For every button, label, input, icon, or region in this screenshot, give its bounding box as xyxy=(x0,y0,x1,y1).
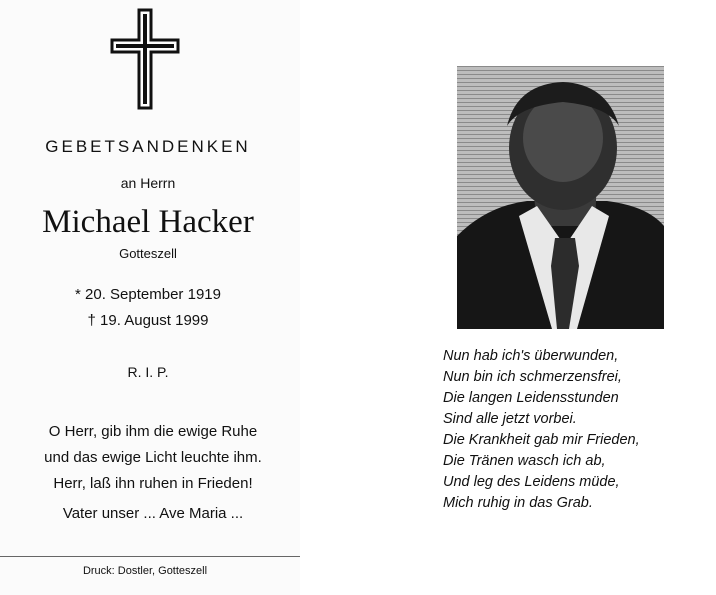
memorial-card-left xyxy=(0,0,300,595)
portrait-photo xyxy=(457,66,664,329)
prayer-line: Herr, laß ihn ruhen in Frieden! xyxy=(53,475,253,492)
cross-icon xyxy=(110,8,180,110)
death-date: † 19. August 1999 xyxy=(87,312,209,329)
prayer-line: O Herr, gib ihm die ewige Ruhe xyxy=(48,423,258,440)
poem-line: Und leg des Leidens müde, xyxy=(443,474,620,490)
prayer-line: und das ewige Licht leuchte ihm. xyxy=(44,449,262,466)
divider xyxy=(0,556,300,557)
poem-line: Die Krankheit gab mir Frieden, xyxy=(443,432,640,448)
printer-credit: Druck: Dostler, Gotteszell xyxy=(82,565,208,577)
poem-line: Die Tränen wasch ich ab, xyxy=(443,453,606,469)
poem-line: Sind alle jetzt vorbei. xyxy=(443,411,577,427)
poem-line: Die langen Leidensstunden xyxy=(443,390,619,406)
rip-text: R. I. P. xyxy=(127,364,169,380)
dedication: an Herrn xyxy=(120,175,176,191)
deceased-name: Michael Hacker xyxy=(42,204,254,240)
poem-line: Mich ruhig in das Grab. xyxy=(443,495,593,511)
card-heading: GEBETSANDENKEN xyxy=(45,137,251,156)
poem xyxy=(443,346,713,514)
prayer-line: Vater unser ... Ave Maria ... xyxy=(62,505,244,522)
birth-date: * 20. September 1919 xyxy=(75,286,221,303)
hometown: Gotteszell xyxy=(119,246,177,261)
poem-line: Nun bin ich schmerzensfrei, xyxy=(443,369,622,385)
poem-line: Nun hab ich's überwunden, xyxy=(443,348,619,364)
